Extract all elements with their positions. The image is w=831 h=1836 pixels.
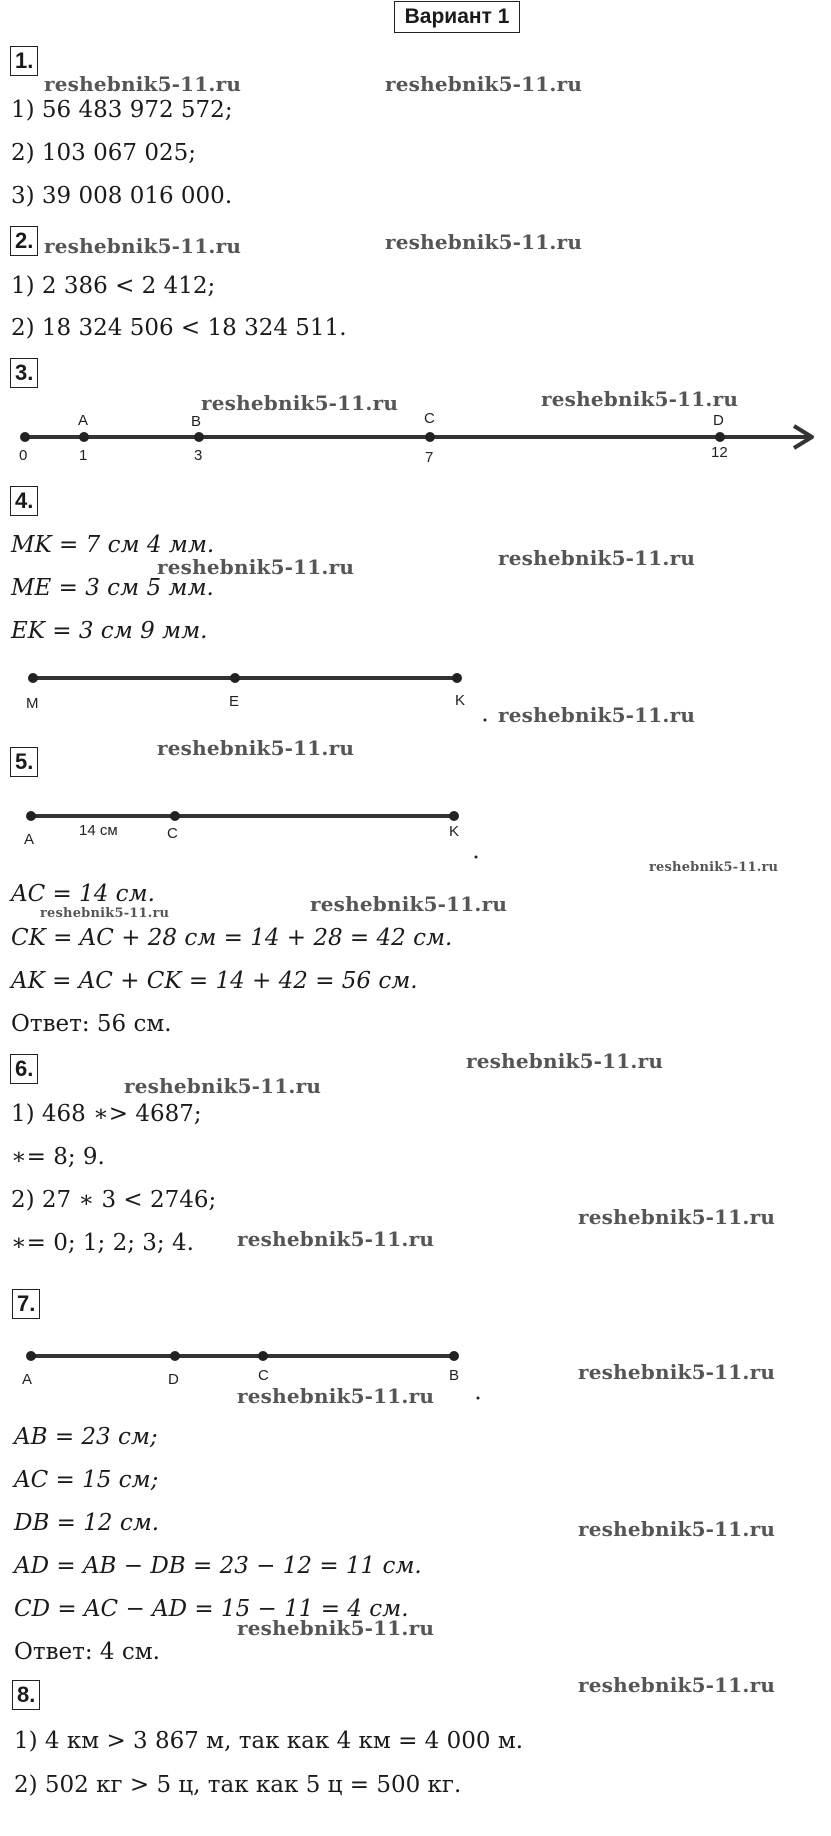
- segment-label-ac: 14 см: [79, 822, 118, 839]
- task-2-line-2: 2) 18 324 506 < 18 324 511.: [11, 315, 347, 341]
- point-label-c: C: [424, 410, 435, 427]
- task-3-number: 3.: [10, 358, 38, 388]
- task-6-line-3: 2) 27 ∗ 3 < 2746;: [11, 1187, 217, 1213]
- task-5-line-1: AC = 14 см.: [11, 881, 155, 907]
- variant-title: Вариант 1: [394, 1, 520, 33]
- task-6-line-1: 1) 468 ∗> 4687;: [11, 1101, 202, 1127]
- watermark: reshebnik5-11.ru: [466, 1049, 664, 1073]
- watermark: reshebnik5-11.ru: [40, 906, 170, 921]
- tick-label-1: 1: [79, 447, 88, 464]
- task-2-number: 2.: [10, 226, 38, 256]
- task-2-line-1: 1) 2 386 < 2 412;: [11, 273, 216, 299]
- watermark: reshebnik5-11.ru: [649, 860, 779, 875]
- task-7-line-5: CD = AC − AD = 15 − 11 = 4 см.: [14, 1596, 409, 1622]
- task-4-line-2: ME = 3 см 5 мм.: [11, 575, 214, 601]
- watermark: reshebnik5-11.ru: [44, 72, 242, 96]
- point-label-c-7: C: [258, 1367, 269, 1384]
- task-8-number: 8.: [12, 1680, 40, 1710]
- task-1-line-1: 1) 56 483 972 572;: [11, 97, 233, 123]
- watermark: reshebnik5-11.ru: [385, 72, 583, 96]
- point-label-k: K: [455, 692, 466, 709]
- task-6-line-2: ∗= 8; 9.: [11, 1144, 105, 1170]
- watermark: reshebnik5-11.ru: [124, 1074, 322, 1098]
- task-8-line-1: 1) 4 км > 3 867 м, так как 4 км = 4 000 м.: [14, 1728, 524, 1754]
- point-label-m: M: [26, 695, 39, 712]
- task-4-line-3: EK = 3 см 9 мм.: [11, 618, 208, 644]
- task-8-line-2: 2) 502 кг > 5 ц, так как 5 ц = 500 кг.: [14, 1772, 462, 1798]
- task-7-number: 7.: [12, 1289, 40, 1319]
- point-label-c-5: C: [167, 825, 178, 842]
- watermark: reshebnik5-11.ru: [498, 546, 696, 570]
- tick-label-7: 7: [425, 449, 434, 466]
- watermark: reshebnik5-11.ru: [157, 555, 355, 579]
- point-label-e: E: [229, 693, 240, 710]
- point-label-a-7: A: [22, 1371, 33, 1388]
- watermark: reshebnik5-11.ru: [237, 1384, 435, 1408]
- watermark: reshebnik5-11.ru: [157, 736, 355, 760]
- tick-label-12: 12: [711, 444, 728, 461]
- task-5-number: 5.: [10, 747, 38, 777]
- point-label-a-5: A: [24, 831, 35, 848]
- watermark: reshebnik5-11.ru: [385, 230, 583, 254]
- watermark: reshebnik5-11.ru: [578, 1205, 776, 1229]
- task-5-answer: Ответ: 56 см.: [11, 1011, 172, 1037]
- point-label-d-7: D: [168, 1371, 179, 1388]
- point-label-b: B: [191, 413, 202, 430]
- task-7-line-4: AD = AB − DB = 23 − 12 = 11 см.: [14, 1553, 422, 1579]
- watermark: reshebnik5-11.ru: [578, 1517, 776, 1541]
- task-1-line-2: 2) 103 067 025;: [11, 140, 196, 166]
- task-1-number: 1.: [10, 46, 38, 76]
- watermark: reshebnik5-11.ru: [44, 234, 242, 258]
- tick-label-3: 3: [194, 447, 203, 464]
- task-7-answer: Ответ: 4 см.: [14, 1639, 160, 1665]
- watermark: reshebnik5-11.ru: [310, 892, 508, 916]
- task-5-line-3: AK = AC + CK = 14 + 42 = 56 см.: [11, 968, 418, 994]
- task-7-line-3: DB = 12 см.: [14, 1510, 160, 1536]
- watermark: reshebnik5-11.ru: [541, 387, 739, 411]
- task-6-number: 6.: [10, 1054, 38, 1084]
- point-label-b-7: B: [449, 1367, 460, 1384]
- point-label-d: D: [713, 412, 724, 429]
- point-label-a: A: [78, 412, 89, 429]
- task-1-line-3: 3) 39 008 016 000.: [11, 183, 233, 209]
- watermark: reshebnik5-11.ru: [201, 391, 399, 415]
- task-5-line-2: CK = AC + 28 см = 14 + 28 = 42 см.: [11, 925, 453, 951]
- watermark: reshebnik5-11.ru: [578, 1673, 776, 1697]
- task-4-line-1: MK = 7 см 4 мм.: [11, 532, 215, 558]
- tick-label-0: 0: [19, 447, 28, 464]
- watermark: reshebnik5-11.ru: [237, 1616, 435, 1640]
- task-7-line-2: AC = 15 см;: [14, 1467, 159, 1493]
- point-label-k-5: K: [449, 823, 460, 840]
- task-4-number: 4.: [10, 486, 38, 516]
- task-6-line-4: ∗= 0; 1; 2; 3; 4.: [11, 1230, 194, 1256]
- watermark: reshebnik5-11.ru: [578, 1360, 776, 1384]
- watermark: reshebnik5-11.ru: [237, 1227, 435, 1251]
- task-7-line-1: AB = 23 см;: [14, 1424, 158, 1450]
- watermark: reshebnik5-11.ru: [498, 703, 696, 727]
